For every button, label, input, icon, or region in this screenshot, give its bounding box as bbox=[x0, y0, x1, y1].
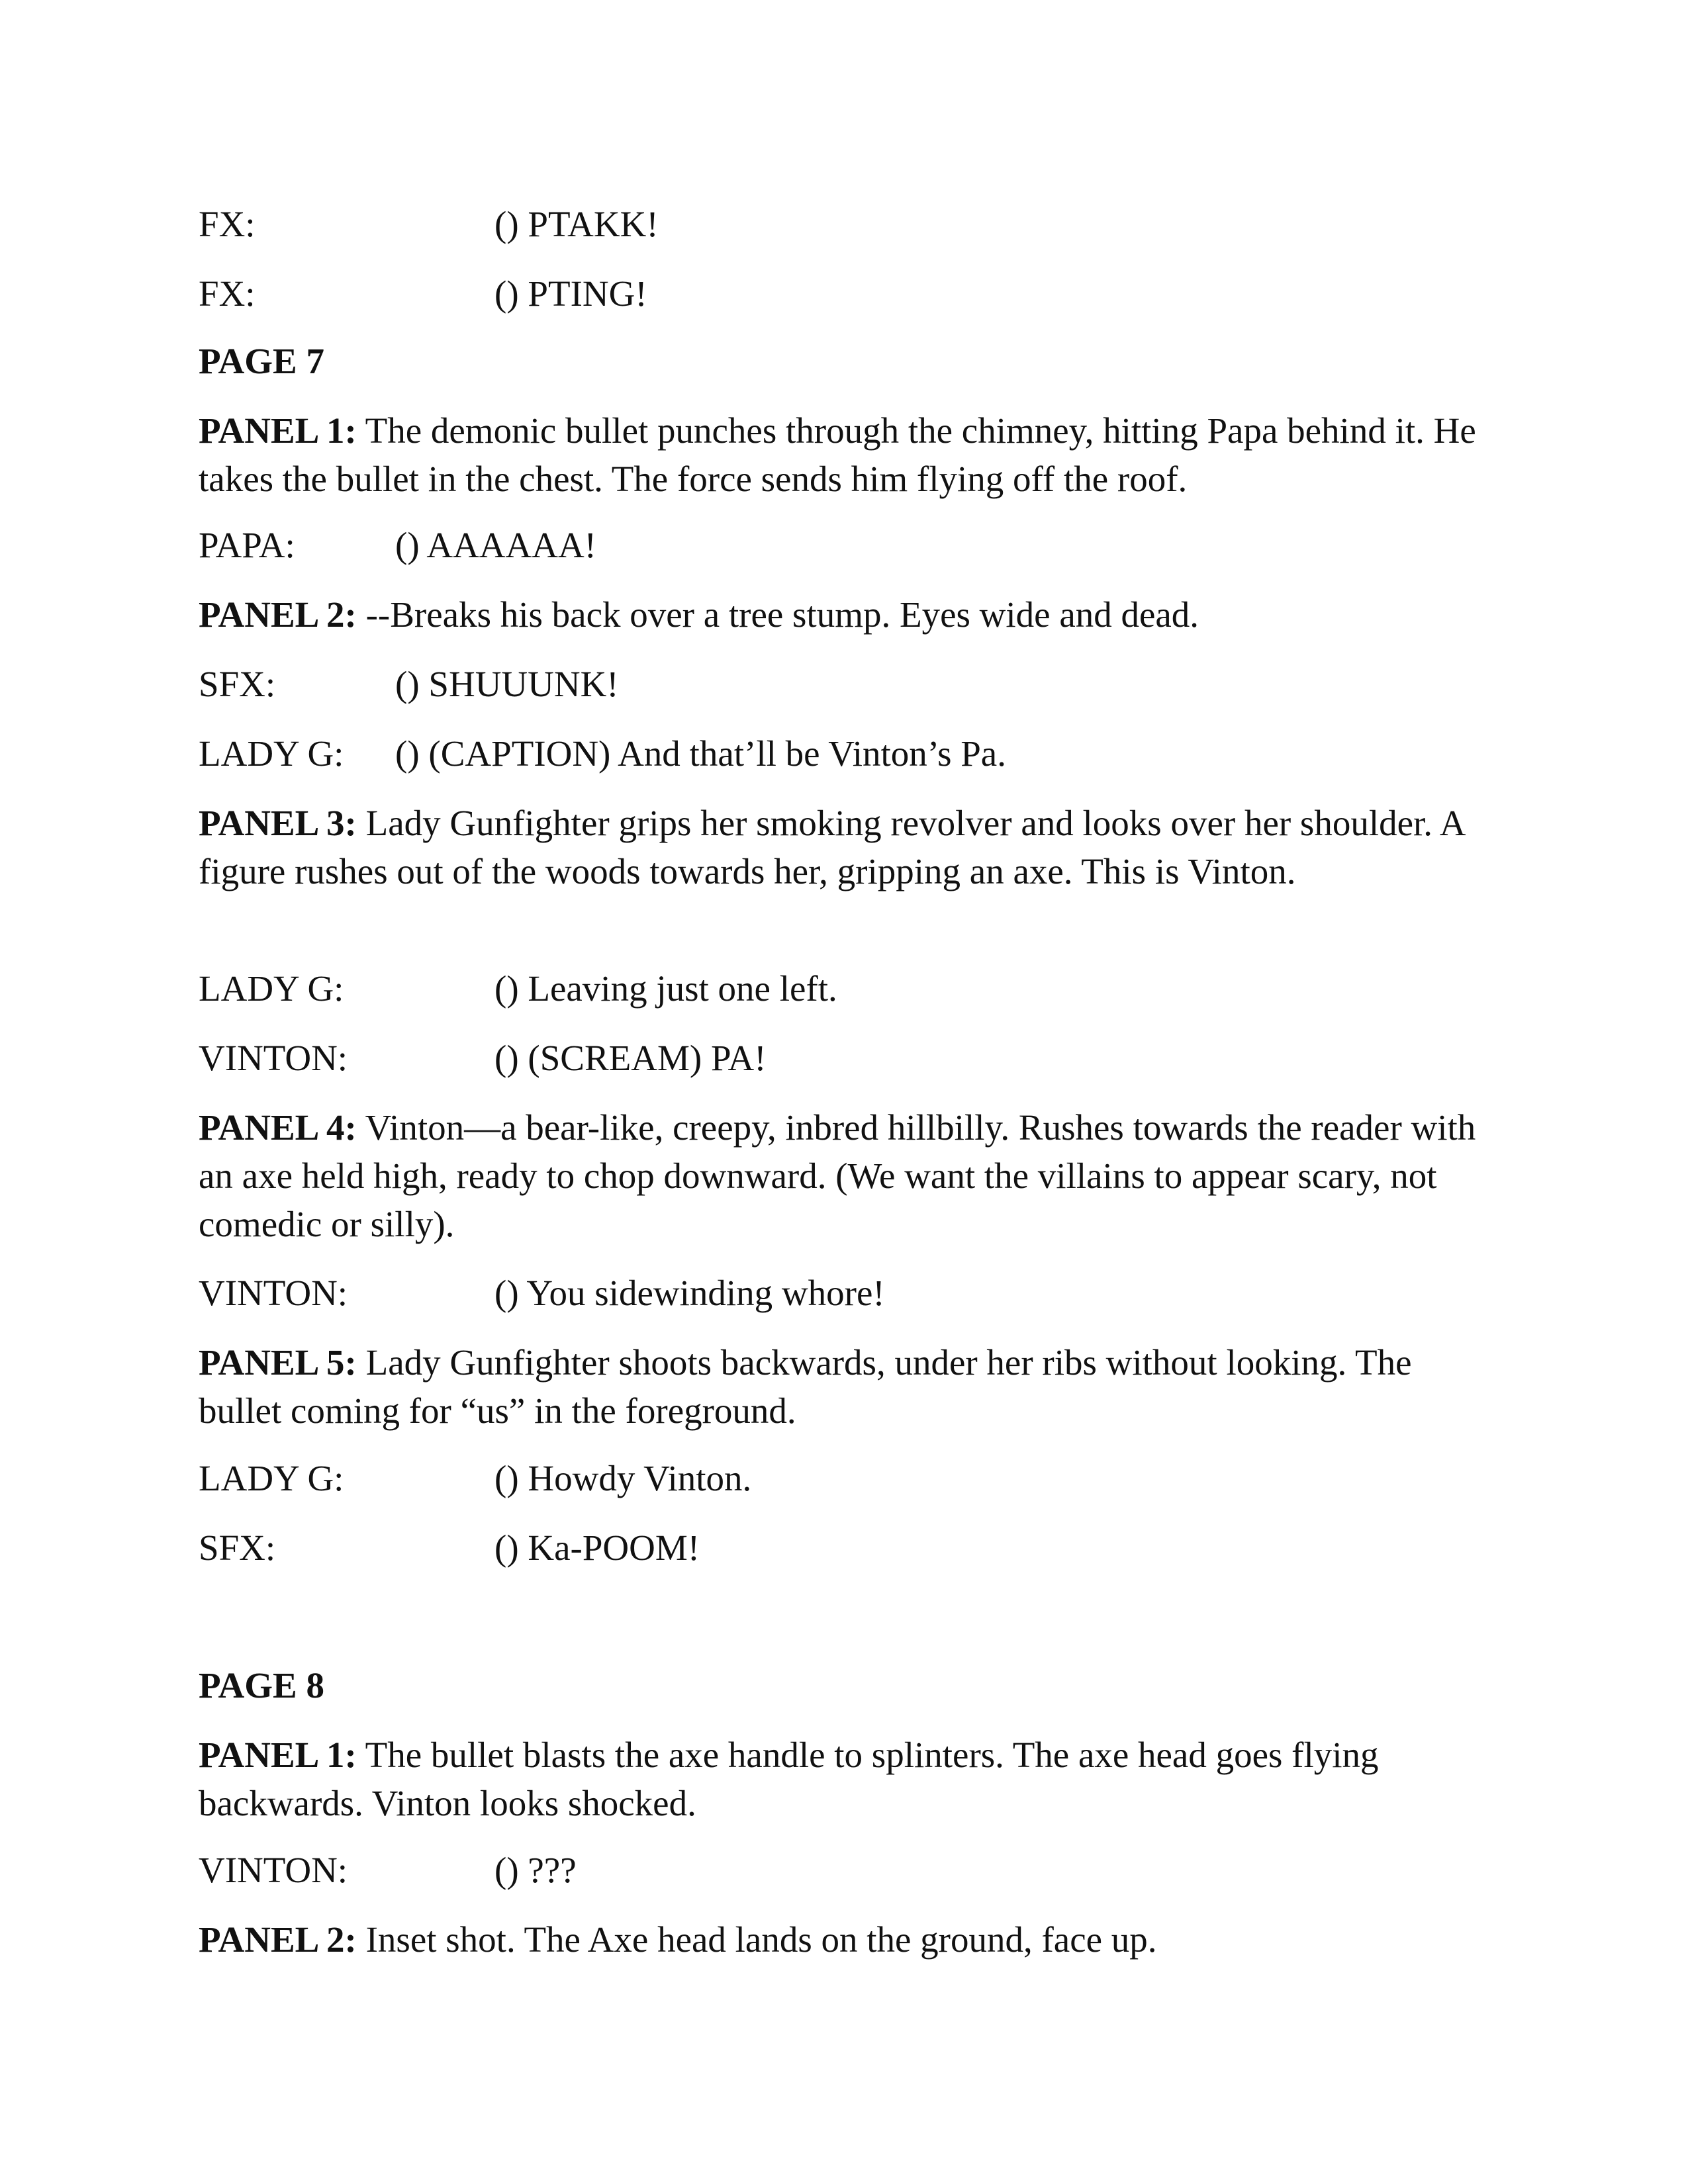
panel-text: Lady Gunfighter shoots backwards, under her ribs without looking. The bullet coming for “us” in the foreground. bbox=[199, 1342, 1412, 1431]
panel-text: --Breaks his back over a tree stump. Eyes wide and dead. bbox=[356, 594, 1199, 635]
dialogue-line bbox=[199, 1269, 1489, 1317]
dialogue-label: LADY G: bbox=[199, 733, 344, 774]
dialogue-text: () PTING! bbox=[494, 273, 647, 314]
dialogue-label: VINTON: bbox=[199, 1038, 348, 1078]
dialogue-label: VINTON: bbox=[199, 1850, 348, 1890]
dialogue-line bbox=[199, 1846, 1489, 1894]
panel-text: The bullet blasts the axe handle to splinters. The axe head goes flying backwards. Vinton looks shocked. bbox=[199, 1735, 1379, 1823]
panel-description bbox=[199, 1731, 1489, 1827]
dialogue-line bbox=[199, 964, 1489, 1013]
panel-text: Vinton—a bear-like, creepy, inbred hillbilly. Rushes towards the reader with an axe held high, ready to chop downward. (We want the villains to appear scary, not comedic or silly). bbox=[199, 1107, 1476, 1244]
sfx-line bbox=[199, 660, 1489, 708]
panel-label: PANEL 3: bbox=[199, 803, 357, 843]
dialogue-line bbox=[199, 729, 1489, 778]
page-heading bbox=[199, 337, 1489, 385]
dialogue-label: SFX: bbox=[199, 1527, 276, 1568]
panel-description bbox=[199, 406, 1489, 503]
panel-text: Inset shot. The Axe head lands on the ground, face up. bbox=[356, 1919, 1157, 1960]
dialogue-label: VINTON: bbox=[199, 1273, 348, 1313]
dialogue-text: () You sidewinding whore! bbox=[494, 1273, 885, 1313]
dialogue-line bbox=[199, 1454, 1489, 1502]
fx-line bbox=[199, 200, 1489, 248]
dialogue-text: () SHUUUNK! bbox=[395, 664, 619, 704]
panel-label: PANEL 5: bbox=[199, 1342, 357, 1383]
dialogue-text: () Howdy Vinton. bbox=[494, 1458, 752, 1498]
dialogue-label: LADY G: bbox=[199, 1458, 344, 1498]
panel-description bbox=[199, 1915, 1489, 1964]
page-heading-text: PAGE 8 bbox=[199, 1665, 324, 1706]
dialogue-line bbox=[199, 1034, 1489, 1082]
dialogue-text: () AAAAAA! bbox=[395, 525, 596, 565]
dialogue-text: () (SCREAM) PA! bbox=[494, 1038, 767, 1078]
dialogue-text: () ??? bbox=[494, 1850, 577, 1890]
fx-line bbox=[199, 269, 1489, 318]
panel-label: PANEL 1: bbox=[199, 1735, 357, 1775]
dialogue-text: () PTAKK! bbox=[494, 204, 659, 244]
panel-description bbox=[199, 1338, 1489, 1435]
dialogue-text: () Leaving just one left. bbox=[494, 968, 837, 1009]
dialogue-text: () (CAPTION) And that’ll be Vinton’s Pa. bbox=[395, 733, 1006, 774]
dialogue-label: SFX: bbox=[199, 664, 276, 704]
panel-text: The demonic bullet punches through the chimney, hitting Papa behind it. He takes the bullet in the chest. The force sends him flying off the roof. bbox=[199, 410, 1476, 499]
panel-description bbox=[199, 799, 1489, 895]
page-heading bbox=[199, 1661, 1489, 1709]
page-heading-text: PAGE 7 bbox=[199, 341, 324, 381]
panel-description bbox=[199, 1103, 1489, 1248]
dialogue-label: FX: bbox=[199, 273, 256, 314]
panel-label: PANEL 2: bbox=[199, 594, 357, 635]
panel-text: Lady Gunfighter grips her smoking revolver and looks over her shoulder. A figure rushes out of the woods towards her, gripping an axe. This is Vinton. bbox=[199, 803, 1464, 891]
dialogue-label: FX: bbox=[199, 204, 256, 244]
dialogue-label: PAPA: bbox=[199, 525, 295, 565]
sfx-line bbox=[199, 1524, 1489, 1572]
dialogue-line bbox=[199, 521, 1489, 569]
panel-label: PANEL 1: bbox=[199, 410, 357, 451]
panel-label: PANEL 2: bbox=[199, 1919, 357, 1960]
dialogue-label: LADY G: bbox=[199, 968, 344, 1009]
panel-description bbox=[199, 590, 1489, 639]
dialogue-text: () Ka-POOM! bbox=[494, 1527, 700, 1568]
panel-label: PANEL 4: bbox=[199, 1107, 357, 1148]
